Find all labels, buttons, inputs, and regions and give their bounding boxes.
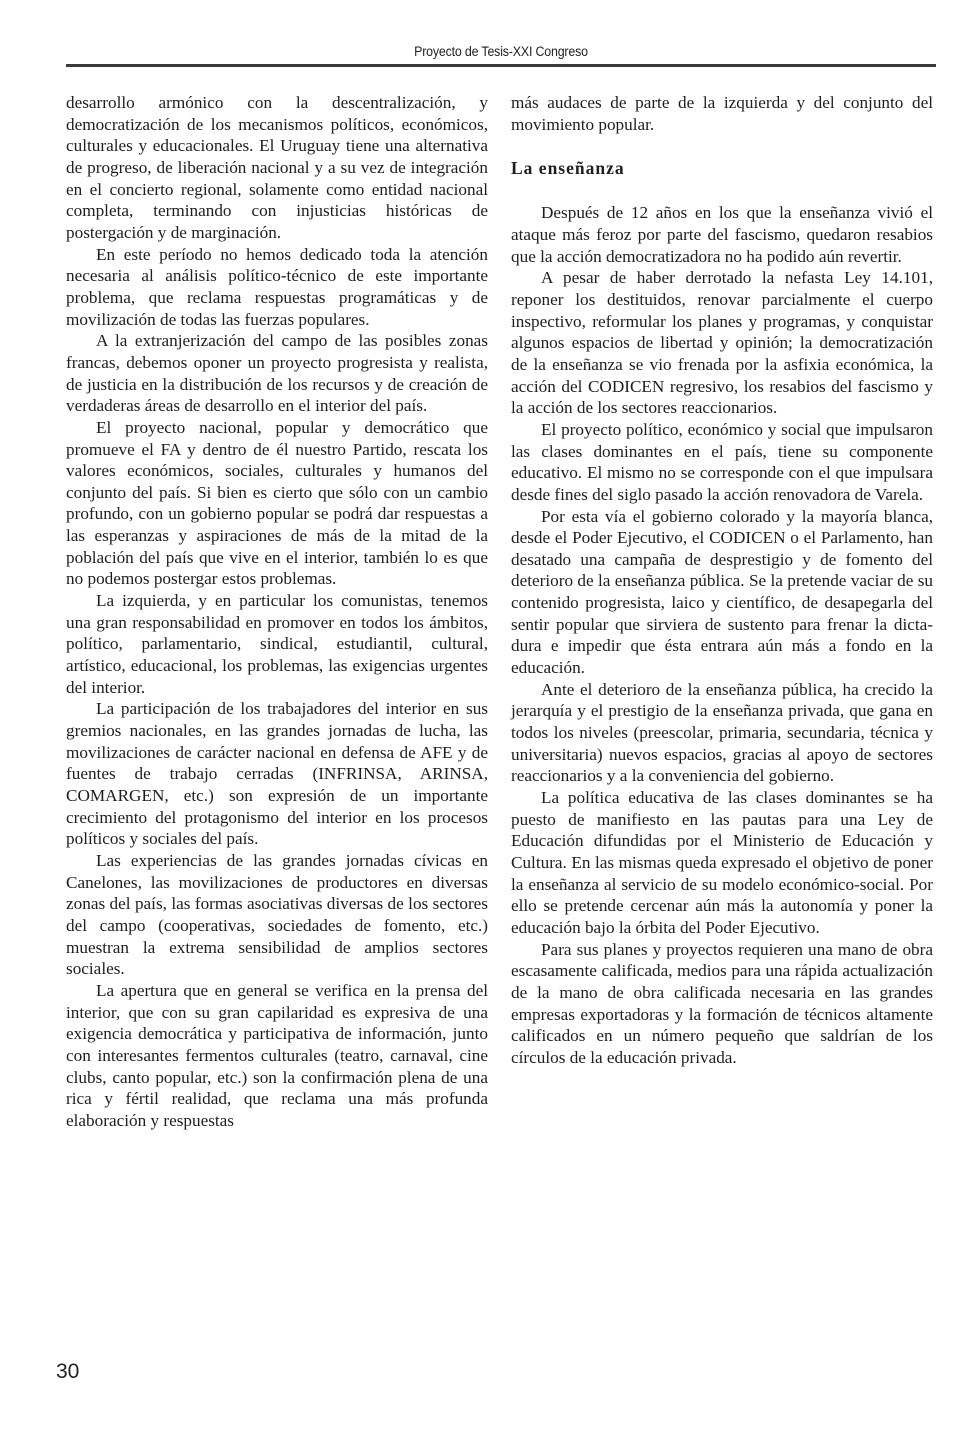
paragraph: desarrollo armónico con la descentralización, y democratización de los mecanismos políticos, económicos, culturales y educacionales. El Uruguay tiene una alternativa de progreso, de liberación nacional y a su vez de integración en el concierto regional, solamente como entidad nacional completa, terminando con injusticias históricas de postergación y de marginación. xyxy=(66,93,488,242)
paragraph: A la extranjerización del campo de las posibles zonas francas, debemos oponer un proyecto progresista y realista, de justicia en la distribución de los recursos y de creación de verdaderas áreas de desarrollo en el interior del país. xyxy=(66,331,488,416)
paragraph: La izquierda, y en particular los comunistas, tenemos una gran responsabilidad en promover en todos los ámbitos, político, parlamentario, sindical, estudiantil, cultural, artístico, educacional, los problemas, las exigencias urgentes del interior. xyxy=(66,591,488,697)
paragraph: La participación de los trabajadores del interior en sus gremios nacionales, en las grandes jornadas de lucha, las movilizaciones de carácter nacional en defensa de AFE y de fuentes de trabajo cerradas (INFRINSA, ARINSA, COMARGEN, etc.) son expresión de un importante crecimiento del protagonismo del interior en los procesos políticos y sociales del país. xyxy=(66,699,488,849)
paragraph: Por esta vía el gobierno colorado y la mayoría blanca, desde el Poder Ejecutivo, el CODICEN o el Parlamento, han desatado una campaña de desprestigio y de fomento del deterioro de la enseñanza pública. Se la pretende vaciar de su contenido progresista, laico y científico, de desapegarla del sentir popular que sirviera de sustento para frenar la dictadura e impedir que ésta entrara aún más a fondo en la educación. xyxy=(511,506,933,678)
paragraph: A pesar de haber derrotado la nefasta Ley 14.101, reponer los destituidos, renovar parcialmente el cuerpo inspectivo, reformular los planes y programas, y conquistar algunos espacios de libertad y opinión; la democratización de la enseñanza se vio frenada por la asfixia económica, la acción del CODICEN regresivo, los resabios del fascismo y la acción de los sectores reaccionarios. xyxy=(511,268,933,418)
left-column xyxy=(66,92,488,1132)
right-column xyxy=(511,92,933,1069)
paragraph: La apertura que en general se verifica en la prensa del interior, que con su gran capilaridad es expresiva de una exigencia democrática y participativa de información, junto con interesantes fermentos culturales (teatro, carnaval, cine clubs, canto popular, etc.) son la confirmación plena de una rica y fértil realidad, que reclama una más profunda elaboración y respuestas xyxy=(66,980,488,1130)
paragraph: Para sus planes y proyectos requieren una mano de obra escasamente calificada, medios para una rápida actualización de la mano de obra calificada necesaria en las grandes empresas exportadoras y la formación de técnicos altamente calificados en un número pequeño que saldrían de los círculos de la educación privada. xyxy=(511,939,933,1067)
section-heading: La enseñanza xyxy=(511,158,625,179)
paragraph: Ante el deterioro de la enseñanza pública, ha crecido la jerarquía y el prestigio de la enseñanza privada, que gana en todos los niveles (preescolar, primaria, secundaria, técnica y universitaria) nuevos espacios, gracias al apoyo de sectores reaccionarios y a la conveniencia del gobierno. xyxy=(511,679,933,786)
paragraph: El proyecto político, económico y social que impulsaron las clases dominantes en el país, tiene su componente educativo. El mismo no se corresponde con el que impulsara desde fines del siglo pasado la acción renovadora de Varela. xyxy=(511,419,933,504)
running-header: Proyecto de Tesis-XXI Congreso xyxy=(414,44,588,59)
paragraph: Después de 12 años en los que la enseñanza vivió el ataque más feroz por parte del fascismo, quedaron resabios que la acción democratizadora no ha podido aún revertir. xyxy=(511,203,933,266)
paragraph: La política educativa de las clases dominantes se ha puesto de manifiesto en las pautas para una Ley de Educación difundidas por el Ministerio de Educación y Cultura. En las mismas queda expresado el objetivo de poner la enseñanza al servicio de su modelo económico-social. Por ello se pretende cercenar aún más la autonomía y poner la educación bajo la órbita del Poder Ejecutivo. xyxy=(511,788,933,937)
page-number: 30 xyxy=(56,1360,80,1383)
paragraph: Las experiencias de las grandes jornadas cívicas en Canelones, las movilizaciones de productores en diversas zonas del país, las formas asociativas diversas de los sectores del campo (cooperativas, sociedades de fomento, etc.) muestran la extrema sensibilidad de amplios sectores sociales. xyxy=(66,850,488,979)
continuation-paragraph: más audaces de parte de la izquierda y del conjunto del movimiento popular. xyxy=(511,93,933,134)
paragraph: El proyecto nacional, popular y democrático que promueve el FA y dentro de él nuestro Partido, rescata los valores económicos, sociales, culturales y humanos del conjunto del país. Si bien es cierto que sólo con un cambio profundo, con un gobierno popular se podrá dar respuestas a las esperanzas y aspiraciones de más de la mitad de la población del país que vive en el interior, también lo es que no podemos postergar estos problemas. xyxy=(66,417,488,589)
header-rule xyxy=(66,64,936,67)
paragraph: En este período no hemos dedicado toda la atención necesaria al análisis político-técnico de este importante problema, que reclama respuestas programáticas y de movilización de todas las fuerzas populares. xyxy=(66,244,488,329)
